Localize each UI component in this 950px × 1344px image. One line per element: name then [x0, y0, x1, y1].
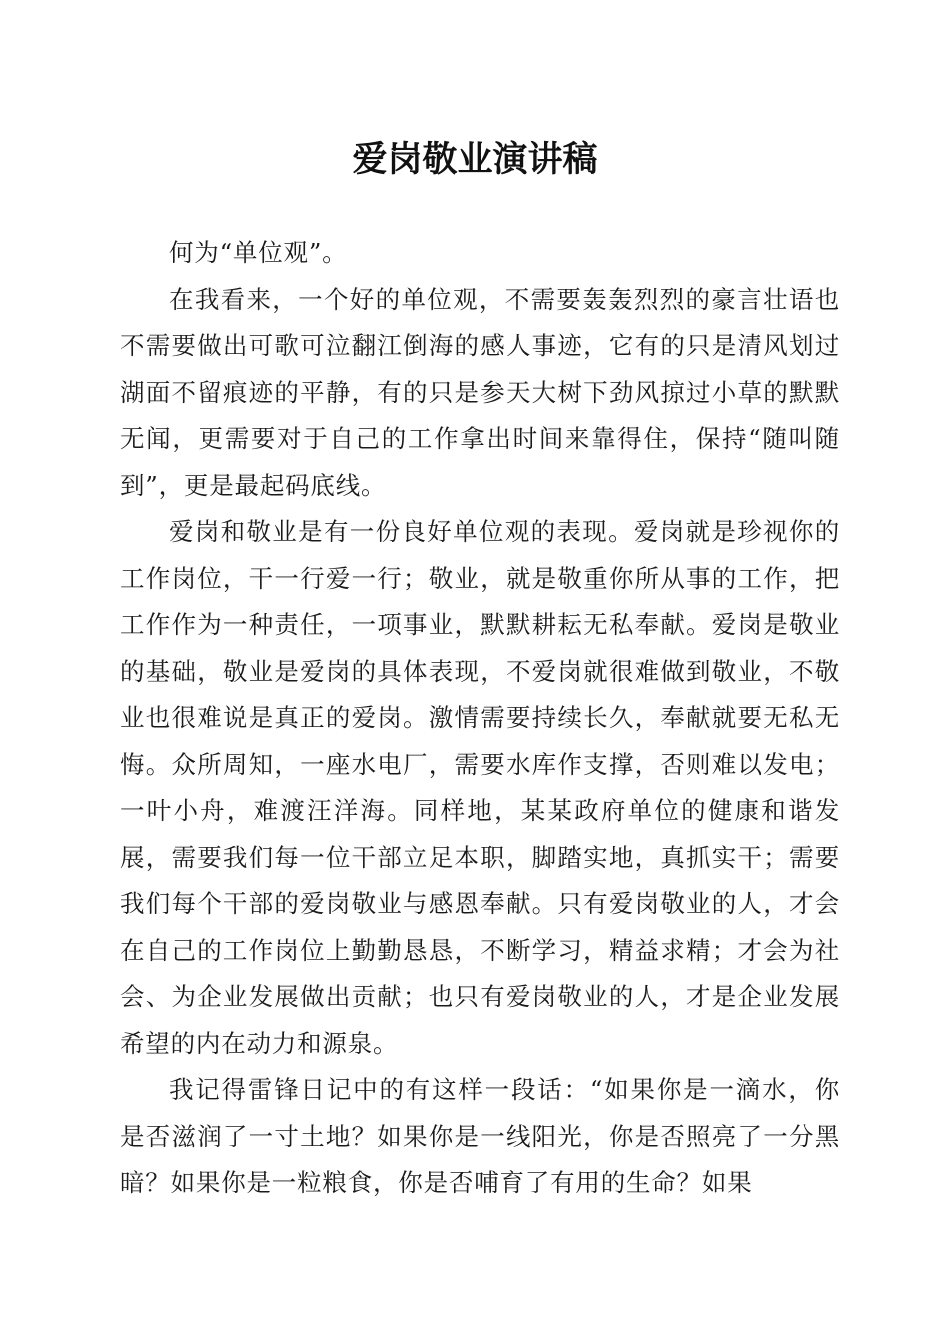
- document-body: [120, 230, 840, 1207]
- paragraph-1: 何为“单位观”。: [169, 238, 348, 267]
- paragraph-3: 爱岗和敬业是有一份良好单位观的表现。爱岗就是珍视你的工作岗位，干一行爱一行；敬业，就是敬重你所从事的工作，把工作作为一种责任，一项事业，默默耕耘无私奉献。爱岗是敬业的基础，敬业是爱岗的具体表现，不爱岗就很难做到敬业，不敬业也很难说是真正的爱岗。激情需要持续长久，奉献就要无私无悔。众所周知，一座水电厂，需要水库作支撑，否则难以发电；一叶小舟，难渡汪洋海。同样地，某某政府单位的健康和谐发展，需要我们每一位干部立足本职，脚踏实地，真抓实干；需要我们每个干部的爱岗敬业与感恩奉献。只有爱岗敬业的人，才会在自己的工作岗位上勤勤恳恳，不断学习，精益求精；才会为社会、为企业发展做出贡献；也只有爱岗敬业的人，才是企业发展希望的内在动力和源泉。: [120, 517, 840, 1058]
- document-title: 爱岗敬业演讲稿: [352, 139, 598, 180]
- paragraph-2: 在我看来，一个好的单位观，不需要轰轰烈烈的豪言壮语也不需要做出可歌可泣翻江倒海的感人事迹，它有的只是清风划过湖面不留痕迹的平静，有的只是参天大树下劲风掠过小草的默默无闻，更需要对于自己的工作拿出时间来靠得住，保持“随叫随到”，更是最起码底线。: [120, 284, 840, 500]
- paragraph-4: 我记得雷锋日记中的有这样一段话：“如果你是一滴水，你是否滋润了一寸土地？如果你是一线阳光，你是否照亮了一分黑暗？如果你是一粒粮食，你是否哺育了有用的生命？如果: [120, 1075, 840, 1197]
